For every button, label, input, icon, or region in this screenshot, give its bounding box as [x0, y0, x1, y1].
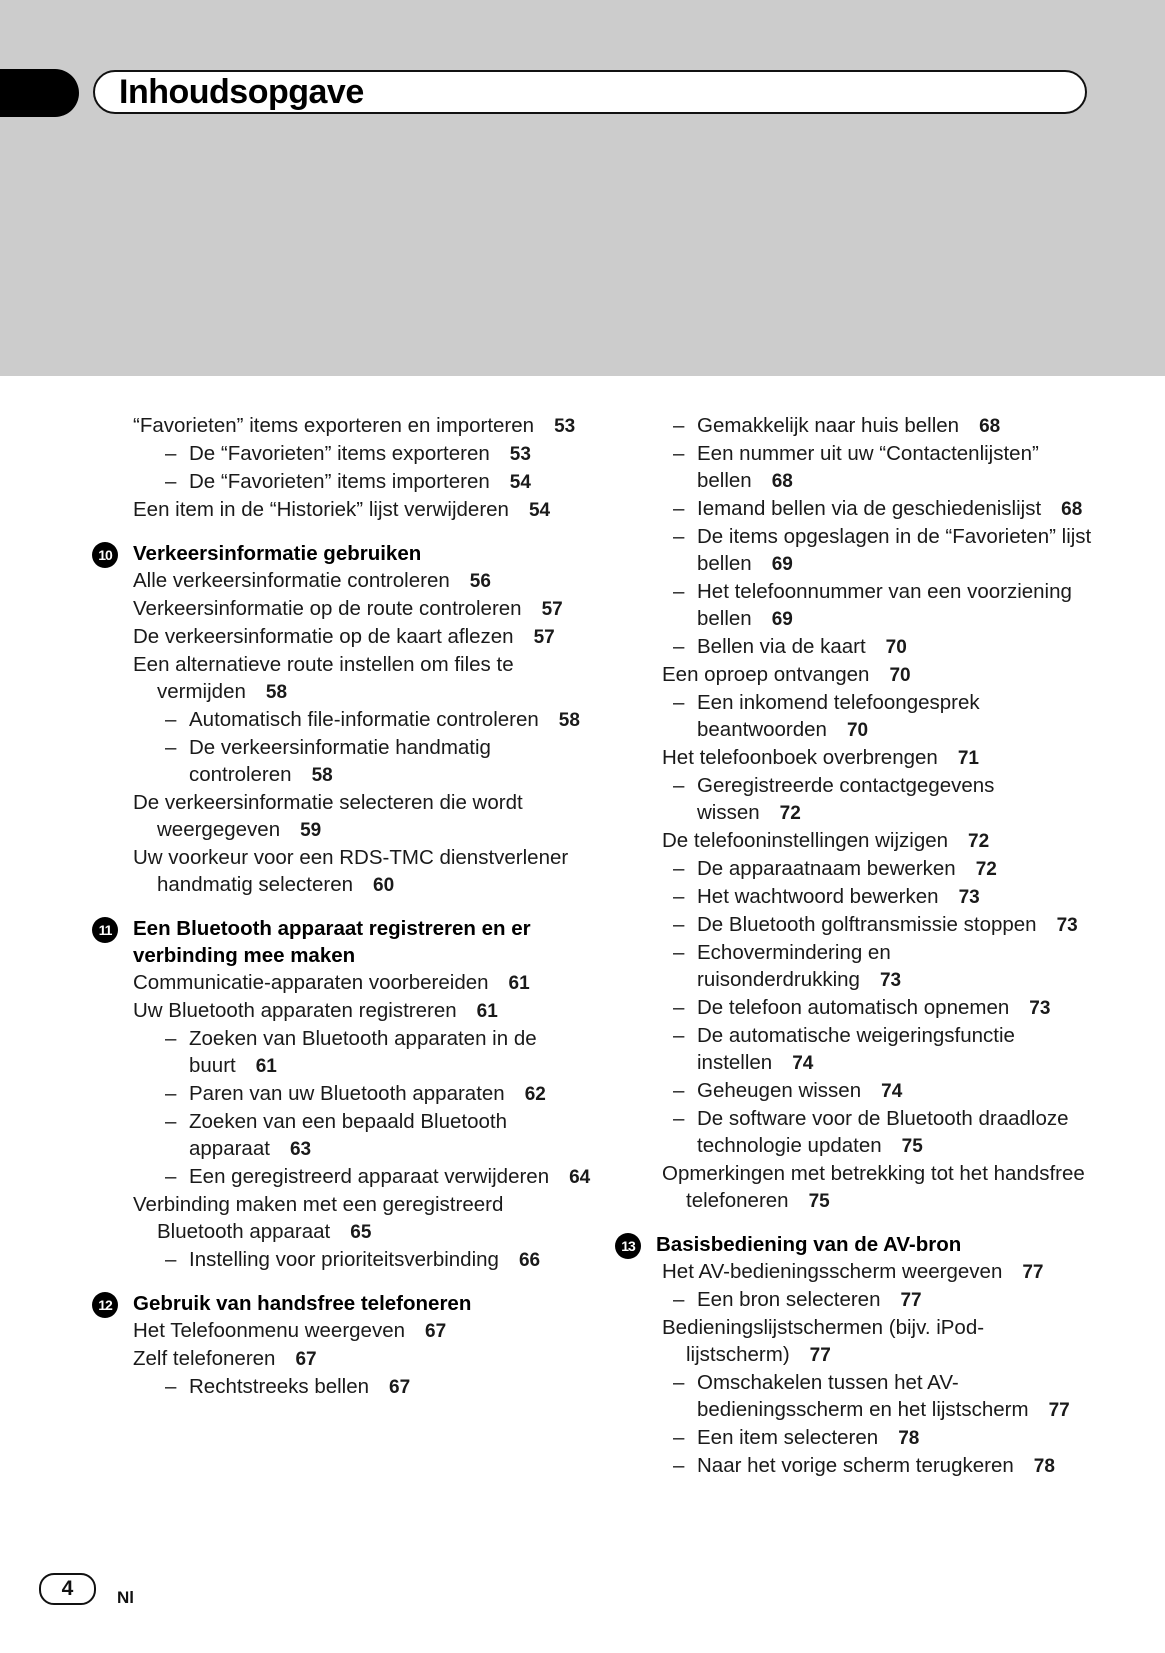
- toc-page-number: 75: [808, 1191, 830, 1212]
- toc-entry[interactable]: [615, 1424, 1095, 1452]
- toc-page-number: 68: [771, 471, 793, 492]
- toc-entry[interactable]: [656, 827, 1095, 855]
- toc-page-number: 78: [1033, 1456, 1055, 1477]
- toc-page-number: 62: [524, 1084, 546, 1105]
- toc-page-number: 53: [509, 444, 531, 465]
- toc-entry-text: De verkeersinformatie selecteren die wordt weergegeven: [133, 791, 523, 841]
- toc-entry[interactable]: [615, 1369, 1095, 1424]
- dash-bullet-icon: –: [165, 736, 177, 759]
- toc-page-number: 66: [518, 1250, 541, 1271]
- toc-page-number: 56: [469, 571, 491, 592]
- toc-entry-text: Paren van uw Bluetooth apparaten: [189, 1082, 505, 1105]
- dash-bullet-icon: –: [673, 691, 685, 714]
- toc-entry-text: De telefooninstellingen wijzigen: [662, 829, 949, 852]
- toc-page-number: 54: [528, 500, 551, 521]
- toc-page-number: 78: [898, 1428, 920, 1449]
- toc-page-number: 65: [350, 1222, 372, 1243]
- toc-entry[interactable]: [615, 523, 1095, 578]
- toc-entry[interactable]: [116, 595, 592, 623]
- toc-page-number: 77: [900, 1290, 922, 1311]
- toc-entry[interactable]: [615, 911, 1095, 939]
- toc-page-number: 73: [1029, 998, 1051, 1019]
- toc-entry[interactable]: [656, 1160, 1095, 1215]
- toc-entry[interactable]: [656, 1258, 1095, 1286]
- toc-entry[interactable]: [92, 1373, 592, 1401]
- toc-entry[interactable]: [656, 1314, 1095, 1369]
- toc-page-number: 53: [554, 416, 576, 437]
- toc-section-heading[interactable]: [615, 1231, 1095, 1258]
- dash-bullet-icon: –: [673, 442, 685, 465]
- toc-entry[interactable]: [615, 939, 1095, 994]
- header-band: [0, 0, 1165, 376]
- toc-entry[interactable]: [615, 772, 1095, 827]
- toc-entry[interactable]: [116, 496, 592, 524]
- toc-entry-text: Het AV-bedieningsscherm weergeven: [662, 1260, 1003, 1283]
- toc-entry-text: Een alternatieve route instellen om files te vermijden: [133, 653, 514, 703]
- toc-entry[interactable]: [116, 969, 592, 997]
- toc-page-number: 72: [975, 859, 997, 880]
- page-number-badge: [39, 1573, 96, 1605]
- toc-page-number: 70: [885, 637, 907, 658]
- toc-page-number: 61: [508, 973, 530, 994]
- toc-left-column: [92, 412, 592, 1401]
- toc-entry-text: Verbinding maken met een geregistreerd Bluetooth apparaat: [133, 1193, 504, 1243]
- toc-entry[interactable]: [116, 567, 592, 595]
- toc-entry-text: Naar het vorige scherm terugkeren: [697, 1454, 1014, 1477]
- toc-page-number: 72: [779, 803, 801, 824]
- toc-entry[interactable]: [116, 789, 592, 844]
- toc-entry[interactable]: [116, 412, 592, 440]
- toc-entry-text: De telefoon automatisch opnemen: [697, 996, 1010, 1019]
- toc-page-number: 73: [958, 887, 980, 908]
- toc-page-number: 74: [792, 1053, 814, 1074]
- toc-page-number: 75: [901, 1136, 923, 1157]
- toc-page-number: 58: [311, 765, 333, 786]
- toc-entry-text: Bedieningslijstschermen (bijv. iPod-lijstscherm): [662, 1316, 985, 1366]
- toc-page-number: 69: [771, 609, 793, 630]
- toc-entry-text: Een item in de “Historiek” lijst verwijderen: [133, 498, 509, 521]
- toc-entry[interactable]: [92, 734, 592, 789]
- toc-entry-text: Iemand bellen via de geschiedenislijst: [697, 497, 1042, 520]
- dash-bullet-icon: –: [673, 635, 685, 658]
- toc-entry[interactable]: [92, 706, 592, 734]
- toc-page-number: 67: [295, 1349, 317, 1370]
- toc-page-number: 77: [1022, 1262, 1044, 1283]
- toc-entry-text: Uw Bluetooth apparaten registreren: [133, 999, 457, 1022]
- toc-entry-text: De “Favorieten” items exporteren: [189, 442, 490, 465]
- toc-entry[interactable]: [615, 633, 1095, 661]
- toc-entry[interactable]: [615, 1452, 1095, 1480]
- toc-page-number: 77: [1048, 1400, 1070, 1421]
- toc-entry-text: Echovermindering en ruisonderdrukking: [697, 941, 891, 991]
- toc-entry-text: Gemakkelijk naar huis bellen: [697, 414, 960, 437]
- toc-page-number: 57: [541, 599, 563, 620]
- dash-bullet-icon: –: [165, 708, 177, 731]
- toc-page-number: 58: [265, 682, 288, 703]
- toc-entry-text: Omschakelen tussen het AV-bedieningsscherm en het lijstscherm: [697, 1371, 1029, 1421]
- toc-page-number: 73: [1056, 915, 1078, 936]
- dash-bullet-icon: –: [165, 1375, 177, 1398]
- toc-entry-text: Het Telefoonmenu weergeven: [133, 1319, 405, 1342]
- dash-bullet-icon: –: [673, 580, 685, 603]
- toc-entry-text: Zoeken van Bluetooth apparaten in de buurt: [189, 1027, 537, 1077]
- toc-entry[interactable]: [92, 1025, 592, 1080]
- toc-entry-text: Uw voorkeur voor een RDS-TMC dienstverlener handmatig selecteren: [133, 846, 569, 896]
- toc-entry-text: Geheugen wissen: [697, 1079, 862, 1102]
- section-title: Basisbediening van de AV-bron: [656, 1233, 962, 1256]
- section-title: Verkeersinformatie gebruiken: [133, 542, 422, 565]
- section-number-circle-icon: 10: [92, 542, 118, 568]
- toc-page-number: 77: [809, 1345, 831, 1366]
- dash-bullet-icon: –: [673, 885, 685, 908]
- toc-page-number: 68: [1061, 499, 1083, 520]
- toc-entry-text: Verkeersinformatie op de route controleren: [133, 597, 522, 620]
- dash-bullet-icon: –: [165, 1165, 177, 1188]
- dash-bullet-icon: –: [673, 497, 685, 520]
- toc-right-column: [615, 412, 1095, 1480]
- toc-entry-text: De verkeersinformatie op de kaart aflezen: [133, 625, 514, 648]
- dash-bullet-icon: –: [673, 857, 685, 880]
- section-title: Een Bluetooth apparaat registreren en er verbinding mee maken: [133, 917, 531, 967]
- toc-entry-text: Instelling voor prioriteitsverbinding: [189, 1248, 499, 1271]
- dash-bullet-icon: –: [165, 1110, 177, 1133]
- toc-entry-text: Het telefoonboek overbrengen: [662, 746, 938, 769]
- toc-entry[interactable]: [116, 1345, 592, 1373]
- toc-page-number: 72: [968, 831, 990, 852]
- toc-page-number: 67: [425, 1321, 447, 1342]
- toc-entry-text: De software voor de Bluetooth draadloze technologie updaten: [697, 1107, 1069, 1157]
- toc-page-number: 68: [979, 416, 1001, 437]
- toc-page-number: 60: [373, 875, 395, 896]
- toc-entry-text: Een oproep ontvangen: [662, 663, 870, 686]
- language-code: Nl: [117, 1588, 134, 1607]
- toc-page-number: 58: [558, 710, 580, 731]
- toc-entry[interactable]: [615, 1022, 1095, 1077]
- toc-entry-text: De verkeersinformatie handmatig controleren: [189, 736, 491, 786]
- toc-entry[interactable]: [92, 1080, 592, 1108]
- page-number: 4: [61, 1577, 74, 1600]
- toc-entry[interactable]: [116, 623, 592, 651]
- toc-page-number: 70: [846, 720, 869, 741]
- toc-entry-text: Het wachtwoord bewerken: [697, 885, 939, 908]
- toc-entry-text: De apparaatnaam bewerken: [697, 857, 956, 880]
- section-title: Gebruik van handsfree telefoneren: [133, 1292, 472, 1315]
- toc-entry[interactable]: [615, 440, 1095, 495]
- dash-bullet-icon: –: [673, 1288, 685, 1311]
- toc-entry[interactable]: [116, 651, 592, 706]
- toc-page-number: 61: [255, 1056, 277, 1077]
- toc-entry-text: Een item selecteren: [697, 1426, 879, 1449]
- toc-page-number: 54: [509, 472, 531, 493]
- toc-entry-text: “Favorieten” items exporteren en importeren: [133, 414, 535, 437]
- toc-entry-text: Zelf telefoneren: [133, 1347, 276, 1370]
- page-title: Inhoudsopgave: [119, 73, 364, 111]
- toc-entry-text: Een inkomend telefoongesprek beantwoorden: [697, 691, 980, 741]
- toc-entry[interactable]: [116, 997, 592, 1025]
- toc-entry[interactable]: [92, 440, 592, 468]
- toc-entry[interactable]: [615, 1286, 1095, 1314]
- toc-entry-text: Een bron selecteren: [697, 1288, 881, 1311]
- toc-entry[interactable]: [615, 1077, 1095, 1105]
- toc-entry[interactable]: [615, 1105, 1095, 1160]
- dash-bullet-icon: –: [673, 1107, 685, 1130]
- toc-page-number: 57: [533, 627, 555, 648]
- toc-section-heading[interactable]: [92, 1290, 592, 1317]
- dash-bullet-icon: –: [165, 1248, 177, 1271]
- dash-bullet-icon: –: [673, 913, 685, 936]
- dash-bullet-icon: –: [673, 1454, 685, 1477]
- dash-bullet-icon: –: [673, 525, 685, 548]
- dash-bullet-icon: –: [673, 1079, 685, 1102]
- toc-page-number: 73: [879, 970, 902, 991]
- toc-entry-text: Een nummer uit uw “Contactenlijsten” bellen: [697, 442, 1039, 492]
- title-pill: [93, 70, 1087, 114]
- toc-entry-text: Een geregistreerd apparaat verwijderen: [189, 1165, 550, 1188]
- toc-entry[interactable]: [92, 468, 592, 496]
- toc-entry-text: De “Favorieten” items importeren: [189, 470, 490, 493]
- toc-entry-text: Zoeken van een bepaald Bluetooth apparaat: [189, 1110, 508, 1160]
- toc-entry[interactable]: [615, 855, 1095, 883]
- toc-entry-text: Geregistreerde contactgegevens wissen: [697, 774, 995, 824]
- toc-page-number: 67: [389, 1377, 411, 1398]
- dash-bullet-icon: –: [673, 941, 685, 964]
- toc-entry[interactable]: [92, 1246, 592, 1274]
- section-number-circle-icon: 11: [92, 917, 118, 943]
- section-number-circle-icon: 12: [92, 1292, 118, 1318]
- dash-bullet-icon: –: [673, 1371, 685, 1394]
- section-number-circle-icon: 13: [615, 1233, 641, 1259]
- toc-page-number: 74: [881, 1081, 903, 1102]
- toc-entry[interactable]: [615, 689, 1095, 744]
- toc-page-number: 59: [300, 820, 322, 841]
- toc-entry[interactable]: [92, 1163, 592, 1191]
- toc-page-number: 70: [889, 665, 911, 686]
- toc-entry[interactable]: [116, 844, 592, 899]
- toc-entry[interactable]: [116, 1317, 592, 1345]
- toc-entry-text: Communicatie-apparaten voorbereiden: [133, 971, 489, 994]
- dash-bullet-icon: –: [165, 1027, 177, 1050]
- toc-entry[interactable]: [615, 495, 1095, 523]
- toc-page-number: 63: [289, 1139, 312, 1160]
- dash-bullet-icon: –: [673, 414, 685, 437]
- toc-page-number: 71: [957, 748, 979, 769]
- toc-entry-text: Rechtstreeks bellen: [189, 1375, 370, 1398]
- dash-bullet-icon: –: [673, 774, 685, 797]
- dash-bullet-icon: –: [165, 442, 177, 465]
- toc-entry[interactable]: [116, 1191, 592, 1246]
- toc-section-heading[interactable]: [92, 540, 592, 567]
- toc-entry[interactable]: [615, 578, 1095, 633]
- toc-entry[interactable]: [615, 994, 1095, 1022]
- toc-entry[interactable]: [615, 883, 1095, 911]
- dash-bullet-icon: –: [673, 1024, 685, 1047]
- section-tab-marker: [0, 69, 79, 117]
- dash-bullet-icon: –: [165, 470, 177, 493]
- toc-entry[interactable]: [656, 744, 1095, 772]
- dash-bullet-icon: –: [673, 1426, 685, 1449]
- toc-section-heading[interactable]: [92, 915, 592, 969]
- toc-entry[interactable]: [615, 412, 1095, 440]
- toc-entry-text: Automatisch file-informatie controleren: [189, 708, 539, 731]
- toc-entry-text: Opmerkingen met betrekking tot het handsfree telefoneren: [662, 1162, 1085, 1212]
- toc-page-number: 61: [476, 1001, 498, 1022]
- toc-entry[interactable]: [656, 661, 1095, 689]
- toc-entry-text: Alle verkeersinformatie controleren: [133, 569, 450, 592]
- toc-entry-text: De automatische weigeringsfunctie instellen: [697, 1024, 1015, 1074]
- toc-page-number: 69: [771, 554, 793, 575]
- toc-entry-text: Bellen via de kaart: [697, 635, 866, 658]
- toc-entry-text: De items opgeslagen in de “Favorieten” lijst bellen: [697, 525, 1092, 575]
- dash-bullet-icon: –: [673, 996, 685, 1019]
- dash-bullet-icon: –: [165, 1082, 177, 1105]
- toc-entry-text: De Bluetooth golftransmissie stoppen: [697, 913, 1037, 936]
- toc-page-number: 64: [569, 1167, 591, 1188]
- toc-entry-text: Het telefoonnummer van een voorziening bellen: [697, 580, 1072, 630]
- toc-entry[interactable]: [92, 1108, 592, 1163]
